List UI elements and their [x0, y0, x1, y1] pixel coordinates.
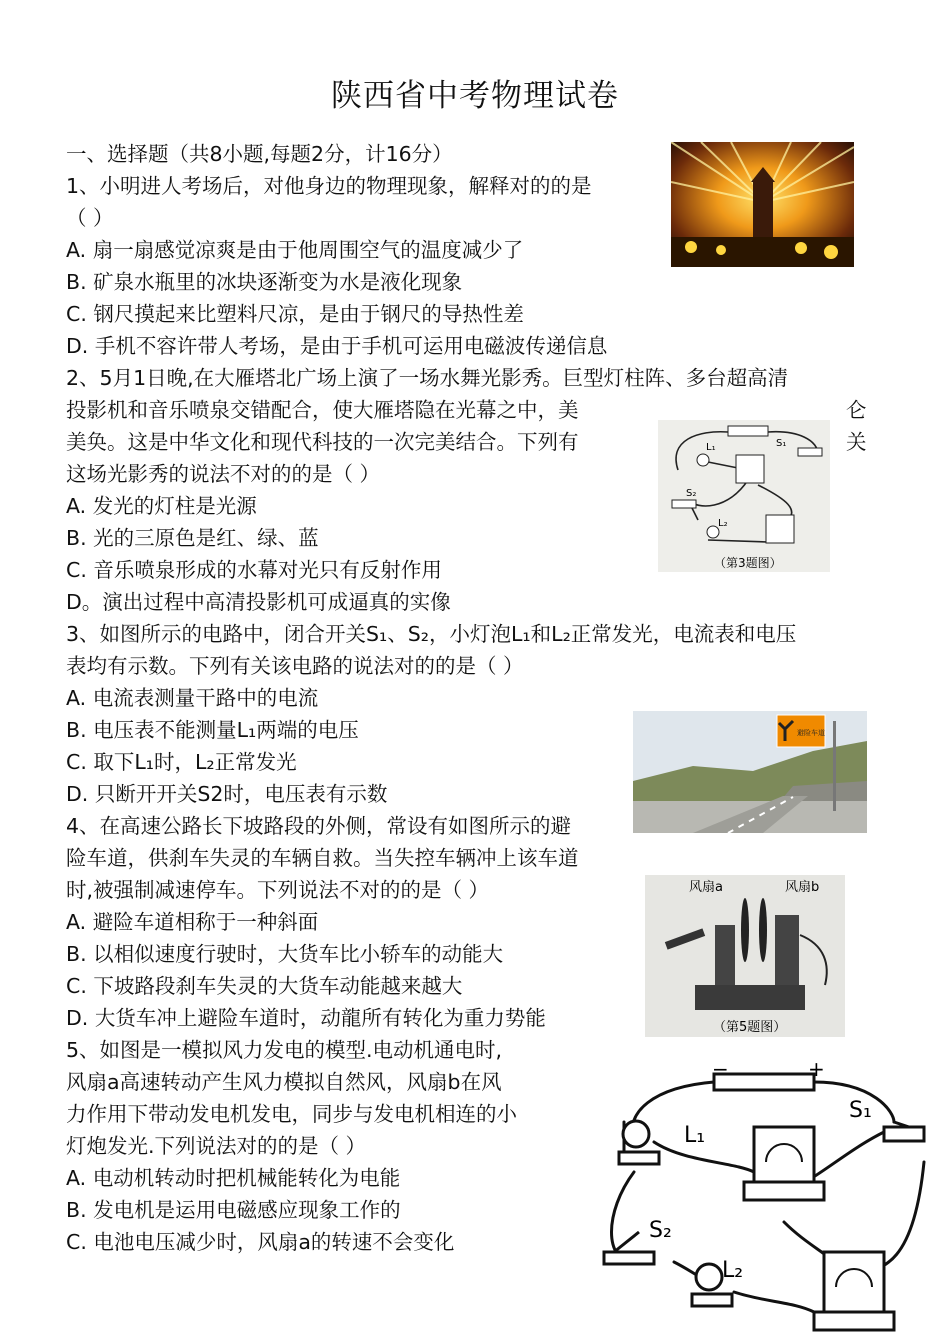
option-2d: D。演出过程中高清投影机可成逼真的实像	[66, 590, 451, 614]
pagoda-light-show-photo	[671, 142, 854, 267]
question-3-line2: 表均有示数。下列有关该电路的说法对的的是（ ）	[66, 654, 524, 678]
lamp-l1-label: L₁	[684, 1123, 706, 1148]
circuit-diagram-small	[658, 420, 830, 572]
question-3: 3、如图所示的电路中，闭合开关S₁、S₂，小灯泡L₁和L₂正常发光，电流表和电压	[66, 622, 797, 646]
fan-b-label: 风扇b	[785, 880, 820, 895]
switch-s2-label: S₂	[649, 1218, 672, 1243]
option-4a: A. 避险车道相称于一种斜面	[66, 910, 319, 934]
question-4-line3: 时,被强制减速停车。下列说法不对的的是（ ）	[66, 878, 490, 902]
fan-a-label: 风扇a	[689, 880, 723, 895]
question-4: 4、在高速公路长下坡路段的外侧，常设有如图所示的避	[66, 814, 572, 838]
option-1a: A. 扇一扇感觉凉爽是由于他周围空气的温度减少了	[66, 238, 524, 262]
option-4b: B. 以相似速度行驶时，大货车比小轿车的动能大	[66, 942, 504, 966]
option-5a: A. 电动机转动时把机械能转化为电能	[66, 1166, 401, 1190]
ramp-sign-text: 避险车道	[797, 729, 825, 737]
question-1: 1、小明进人考场后，对他身边的物理现象，解释对的的是	[66, 174, 592, 198]
switch-s1-label: S₁	[849, 1098, 872, 1123]
s2-label-small: S₂	[686, 488, 697, 499]
option-2a: A. 发光的灯柱是光源	[66, 494, 257, 518]
option-3b: B. 电压表不能测量L₁两端的电压	[66, 718, 359, 742]
question-2-line3: 美奂。这是中华文化和现代科技的一次完美结合。下列有	[66, 430, 579, 454]
s1-label-small: S₁	[776, 438, 787, 449]
question-5-line3: 力作用下带动发电机发电，同步与发电机相连的小	[66, 1102, 517, 1126]
l1-label-small: L₁	[706, 442, 716, 453]
emergency-ramp-photo	[633, 711, 867, 833]
option-3d: D. 只断开开关S2时，电压表有示数	[66, 782, 388, 806]
l2-label-small: L₂	[718, 518, 728, 529]
question-4-line2: 险车道，供刹车失灵的车辆自救。当失控车辆冲上该车道	[66, 846, 579, 870]
option-1d: D. 手机不容许带人考场，是由于手机可运用电磁波传递信息	[66, 334, 608, 358]
lamp-l2-label: L₂	[722, 1258, 744, 1283]
section-heading: 一、选择题（共8小题,每题2分，计16分）	[66, 142, 453, 166]
option-5b: B. 发电机是运用电磁感应现象工作的	[66, 1198, 401, 1222]
option-1c: C. 钢尺摸起来比塑料尺凉，是由于钢尺的导热性差	[66, 302, 524, 326]
battery-minus-label: −	[712, 1062, 729, 1081]
option-1b: B. 矿泉水瓶里的冰块逐渐变为水是液化现象	[66, 270, 463, 294]
option-5c: C. 电池电压减少时，风扇a的转速不会变化	[66, 1230, 455, 1254]
question-2-line2: 投影机和音乐喷泉交错配合，使大雁塔隐在光幕之中，美	[66, 398, 579, 422]
option-4d: D. 大货车冲上避险车道时，动龍所有转化为重力势能	[66, 1006, 546, 1030]
question-5-line4: 灯炮发光.下列说法对的的是（ ）	[66, 1134, 367, 1158]
page-title: 陕西省中考物理试卷	[331, 78, 619, 114]
option-2c: C. 音乐喷泉形成的水幕对光只有反射作用	[66, 558, 442, 582]
question-2-line3-tail: 关	[846, 430, 867, 454]
circuit-diagram-large	[594, 1062, 950, 1344]
question-2-line2-tail: 仑	[846, 398, 867, 422]
option-2b: B. 光的三原色是红、绿、蓝	[66, 526, 319, 550]
question-2-line4: 这场光影秀的说法不对的的是（ ）	[66, 462, 381, 486]
option-4c: C. 下坡路段刹车失灵的大货车动能越来越大	[66, 974, 463, 998]
figure-3-caption: （第3题图）	[714, 556, 782, 570]
answer-bracket: （ ）	[66, 206, 114, 230]
option-3c: C. 取下L₁时，L₂正常发光	[66, 750, 297, 774]
figure-5-caption: （第5题图）	[713, 1020, 787, 1035]
question-2: 2、5月1日晚,在大雁塔北广场上演了一场水舞光影秀。巨型灯柱阵、多台超高清	[66, 366, 789, 390]
option-3a: A. 电流表测量干路中的电流	[66, 686, 319, 710]
question-5-line2: 风扇a高速转动产生风力模拟自然风，风扇b在风	[66, 1070, 502, 1094]
wind-power-model-photo	[645, 875, 845, 1037]
question-5: 5、如图是一模拟风力发电的模型.电动机通电时,	[66, 1038, 503, 1062]
battery-plus-label: +	[808, 1062, 825, 1081]
